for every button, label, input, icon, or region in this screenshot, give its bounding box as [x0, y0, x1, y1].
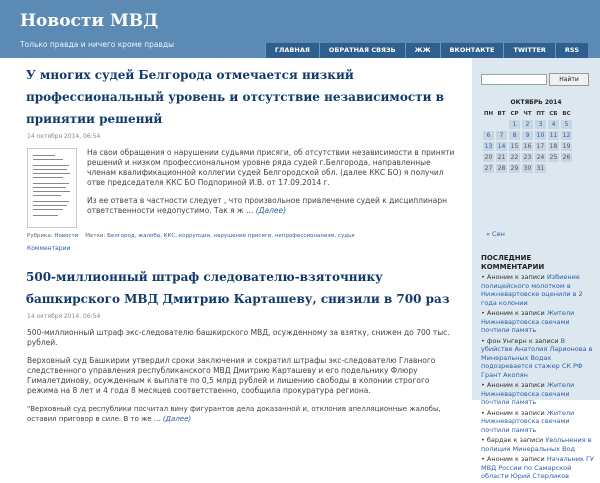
post — [10, 266, 472, 424]
calendar-day-link[interactable]: 11 — [549, 132, 558, 139]
comment-post-link[interactable]: Начальник ГУ МВД России по Самарской области Юрий Стерликов — [481, 455, 594, 480]
calendar-empty-cell — [483, 120, 494, 129]
nav-twitter[interactable]: TWITTER — [503, 43, 554, 58]
calendar-day-link[interactable]: 14 — [497, 143, 506, 150]
post-body — [10, 148, 472, 228]
calendar-weekday: ЧТ — [523, 111, 532, 117]
calendar-day-link[interactable]: 13 — [484, 143, 493, 150]
comment-connector: к записи — [515, 408, 547, 417]
post-date: 14 октября 2014, 06:54 — [27, 313, 101, 320]
calendar-day: 26 — [562, 154, 571, 161]
calendar-day-link[interactable]: 2 — [522, 120, 533, 129]
calendar-weekday: СР — [510, 111, 519, 117]
post-paragraph — [27, 404, 455, 424]
calendar-day-link[interactable]: 5 — [561, 120, 572, 129]
calendar-weekday: ВТ — [497, 111, 506, 117]
comments-link[interactable]: Комментарии — [27, 245, 71, 252]
calendar-empty-cell — [548, 164, 559, 173]
calendar-day-link[interactable]: 4 — [548, 120, 559, 129]
calendar-weekday: ПН — [483, 111, 494, 117]
tags-label: Метки: — [85, 233, 106, 239]
recent-comment-item — [481, 337, 597, 380]
calendar-day: 16 — [523, 143, 532, 150]
rubric-label: Рубрика: — [27, 233, 53, 239]
calendar-day: 22 — [510, 154, 519, 161]
comment-author: Аноним — [486, 309, 516, 317]
nav-home[interactable]: ГЛАВНАЯ — [265, 43, 319, 58]
comment-post-link[interactable]: Избиение полицейского молотком в Нижневартовске оценили в 2 года колонии — [481, 273, 583, 307]
post — [10, 58, 472, 252]
nav-vkontakte[interactable]: ВКОНТАКТЕ — [440, 43, 504, 58]
rubric-link[interactable]: Новости — [54, 233, 79, 239]
comment-author: фон Унгерн — [486, 336, 529, 345]
calendar-day: 17 — [536, 143, 545, 150]
calendar-weekday: ПТ — [536, 111, 545, 117]
comment-post-link[interactable]: Жители Нижневартовска свечами почтили память — [481, 309, 575, 334]
site-title[interactable]: Новости МВД — [20, 11, 159, 31]
comment-connector: к записи — [515, 309, 547, 317]
post-title[interactable]: 500-миллионный штраф следователю-взяточнику башкирского МВД Дмитрию Карташеву, снизили в 700 раз — [26, 270, 450, 306]
calendar-day: 18 — [549, 143, 558, 150]
comment-connector: к записи — [515, 455, 547, 463]
calendar-day: 20 — [484, 154, 493, 161]
comment-connector: к записи — [528, 336, 561, 345]
calendar-day: 27 — [484, 165, 493, 172]
calendar-day: 31 — [536, 165, 545, 172]
site-description: Только правда и ничего кроме правды — [20, 40, 175, 49]
search-button[interactable]: Найти — [549, 73, 589, 86]
post-date: 14 октября 2014, 06:54 — [27, 133, 101, 140]
bullet-icon: • — [481, 408, 487, 417]
comment-connector: к записи — [513, 436, 546, 444]
comment-author: Аноним — [486, 273, 516, 281]
post-body — [10, 328, 472, 424]
calendar-day-link[interactable]: 10 — [536, 132, 545, 139]
post-paragraph: 500-миллионный штраф экс-следователю башкирского МВД, осужденному за взятку, снижен до 700 тыс. рублей. — [27, 328, 450, 347]
recent-comments-list — [481, 273, 597, 483]
comment-post-link[interactable]: Жители Нижневартовска свечами почтили память — [481, 381, 575, 406]
bullet-icon: • — [481, 336, 487, 345]
comment-author: Аноним — [486, 408, 516, 417]
post-text: Из ее ответа в частности следует , что произвольное привлечение судей к дисциплинарн ответственности недопустимо. Так я ж ... — [87, 196, 448, 215]
document-thumbnail[interactable] — [27, 148, 77, 228]
calendar-day-link[interactable]: 7 — [496, 131, 507, 140]
comment-connector: к записи — [515, 381, 547, 389]
post-paragraph — [27, 196, 455, 216]
read-more-link[interactable]: (Далее) — [255, 206, 287, 215]
calendar-caption: ОКТЯБРЬ 2014 — [510, 99, 562, 106]
calendar-day: 24 — [536, 154, 545, 161]
recent-comment-item — [481, 409, 597, 435]
comment-author: Аноним — [486, 381, 516, 389]
calendar-day-link[interactable]: 1 — [509, 120, 520, 129]
calendar-weekday: СБ — [549, 111, 558, 117]
calendar-day-link[interactable]: 3 — [535, 120, 546, 129]
nav-rss[interactable]: RSS — [555, 43, 588, 58]
comment-post-link[interactable]: Увольнения в полиции Минеральных Вод — [481, 436, 592, 453]
calendar-empty-cell — [561, 164, 572, 173]
recent-comments-title: ПОСЛЕДНИЕ КОММЕНТАРИИ — [481, 254, 545, 271]
calendar-day-link[interactable]: 12 — [562, 132, 571, 139]
calendar-day: 21 — [497, 154, 506, 161]
nav-livejournal[interactable]: ЖЖ — [405, 43, 440, 58]
read-more-link[interactable]: (Далее) — [162, 415, 192, 423]
recent-comment-item — [481, 455, 597, 481]
calendar-day-link[interactable]: 9 — [522, 131, 533, 140]
tags-links[interactable]: Белгород, жалоба, ККС, коррупция, нарушение присяги, непрофессионализм, судья — [107, 233, 355, 239]
bullet-icon: • — [481, 455, 487, 463]
calendar-prev-link[interactable]: « Сен — [486, 230, 505, 238]
comment-post-link[interactable]: В убийстве Анатолия Ларионова в Минеральных Водах подозревается стажер СК РФ Грант Акопян — [481, 336, 593, 379]
comment-connector: к записи — [515, 273, 547, 281]
site-header — [0, 0, 600, 58]
nav-feedback[interactable]: ОБРАТНАЯ СВЯЗЬ — [319, 43, 405, 58]
post-title[interactable]: У многих судей Белгорода отмечается низкий профессиональный уровень и отсутствие независимости в принятии решений — [26, 68, 444, 126]
search-input[interactable] — [481, 74, 547, 85]
calendar-day: 23 — [523, 154, 532, 161]
calendar-day-link[interactable]: 6 — [483, 131, 494, 140]
comment-author: Аноним — [486, 455, 516, 463]
calendar-weekday: ВС — [562, 111, 571, 117]
main-nav — [265, 43, 588, 58]
bullet-icon: • — [481, 436, 487, 444]
calendar-day: 15 — [510, 143, 519, 150]
comment-post-link[interactable]: Жители Нижневартовска свечами почтили память — [481, 408, 575, 434]
calendar-day: 25 — [549, 154, 558, 161]
content-area — [10, 58, 472, 423]
comment-author: бардак — [486, 436, 514, 444]
calendar — [481, 108, 574, 175]
post-paragraph: Верховный суд Башкирии утвердил сроки заключения и сократил штрафы экс-следователю Главного следственного управления республиканского МВД Дмитрию Карташеву и его подельнику Флюру Гималетдинову, осужденным к выплате по 0,5 млрд рублей и лишению свободы в колонии строгого режима на 8 лет и 4 года 8 месяцев соответственно, сообщила прокуратура региона. — [27, 356, 436, 395]
recent-comment-item — [481, 436, 597, 453]
bullet-icon: • — [481, 381, 487, 389]
sidebar — [472, 58, 600, 480]
bullet-icon: • — [481, 309, 487, 317]
bullet-icon: • — [481, 273, 487, 281]
calendar-day: 30 — [523, 165, 532, 172]
recent-comment-item — [481, 309, 597, 335]
post-paragraph: На свои обращения о нарушении судьями присяги, об отсутствии независимости в приняти решений и низком профессиональном уровне ряда судей г.Белгорода, направленные членам квалификационной коллегии судей Белгородской обл. (далее ККС БО) я получил отве председателя ККС БО Подпориной И.В. от 17.09.2014 г. — [87, 148, 455, 187]
calendar-empty-cell — [496, 120, 507, 129]
calendar-day: 19 — [562, 143, 571, 150]
recent-comment-item — [481, 381, 597, 407]
calendar-day: 29 — [510, 165, 519, 172]
post-meta — [10, 232, 472, 241]
calendar-day: 28 — [497, 165, 506, 172]
post-text: "Верховный суд республики посчитал вину фигурантов дела доказанной и, отклонив апелляционные жалобы, оставил приговор в силе. В то же ... — [27, 405, 441, 423]
recent-comment-item — [481, 273, 597, 307]
calendar-day-link[interactable]: 8 — [509, 131, 520, 140]
